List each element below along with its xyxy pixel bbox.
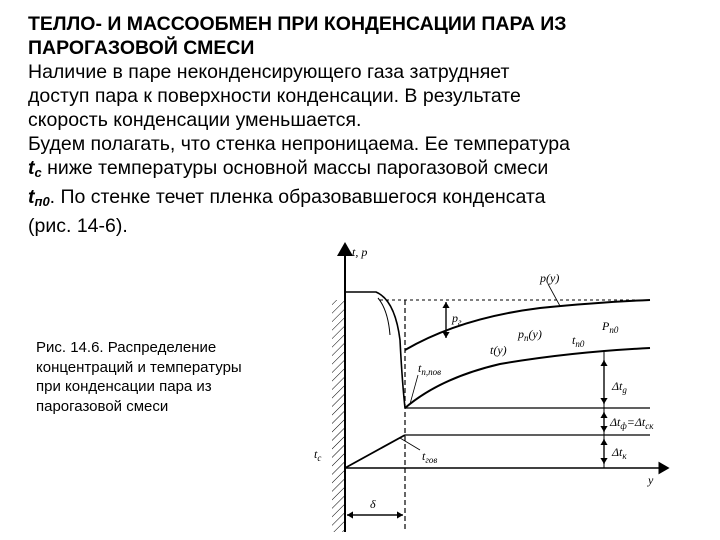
- label-pn-y: $p_п(y)$: [518, 327, 542, 343]
- label-delta: δ: [370, 497, 376, 511]
- slide-title: [28, 12, 708, 60]
- label-t-n0: $t_{п0}$: [572, 333, 585, 349]
- wall-hatching: [332, 300, 344, 532]
- leader-line: [400, 438, 420, 450]
- vapor-pressure-curve: [405, 348, 650, 408]
- label-t-n-pov: $t_{п,пов}$: [418, 361, 442, 377]
- label-p-r: $p_г$: [452, 311, 462, 327]
- axis-label-t-p: t, p: [352, 245, 368, 259]
- mixture-temperature-symbol: $t_{п0}$: [28, 186, 50, 209]
- body-line: Наличие в паре неконденсирующего газа затрудняет: [28, 61, 510, 83]
- wall-temperature-symbol: $t_c$: [28, 157, 42, 180]
- figure-caption: Рис. 14.6. Распределение концентраций и температуры при конденсации пара из парогазовой смеси: [36, 339, 242, 415]
- body-line: $t_{п0}$. По стенке течет пленка образовавшегося конденсата: [28, 186, 546, 209]
- slide-body-text: [28, 60, 708, 238]
- film-temperature-line: [345, 435, 405, 468]
- body-line: Будем полагать, что стенка непроницаема. Ее температура: [28, 133, 570, 155]
- title-line: ТЕЛЛО- И МАССООБМЕН ПРИ КОНДЕНСАЦИИ ПАРА ИЗ: [28, 13, 567, 35]
- label-dt-g: $\Delta t_g$: [612, 379, 627, 395]
- label-t-y: t(y): [490, 343, 507, 357]
- label-dt-k: $\Delta t_к$: [612, 445, 627, 461]
- body-line: (рис. 14-6).: [28, 215, 128, 237]
- body-line: скорость конденсации уменьшается.: [28, 109, 362, 131]
- label-t-gov: $t_{гов}$: [422, 449, 438, 465]
- condensation-diagram: [300, 240, 710, 540]
- label-t-c: $t_с$: [314, 447, 322, 463]
- label-p-y: p(y): [540, 271, 560, 285]
- title-line: ПАРОГАЗОВОЙ СМЕСИ: [28, 37, 255, 59]
- body-line: $t_c$ ниже температуры основной массы парогазовой смеси: [28, 157, 549, 180]
- label-dt-f: $\Delta t_ф=\Delta t_{ск}$: [610, 415, 654, 431]
- label-p-n0: $P_{п0}$: [602, 319, 619, 335]
- axis-label-y: y: [648, 473, 654, 487]
- leader-line: [548, 284, 560, 306]
- pressure-curve-film: [345, 292, 405, 408]
- body-line: доступ пара к поверхности конденсации. В результате: [28, 85, 521, 107]
